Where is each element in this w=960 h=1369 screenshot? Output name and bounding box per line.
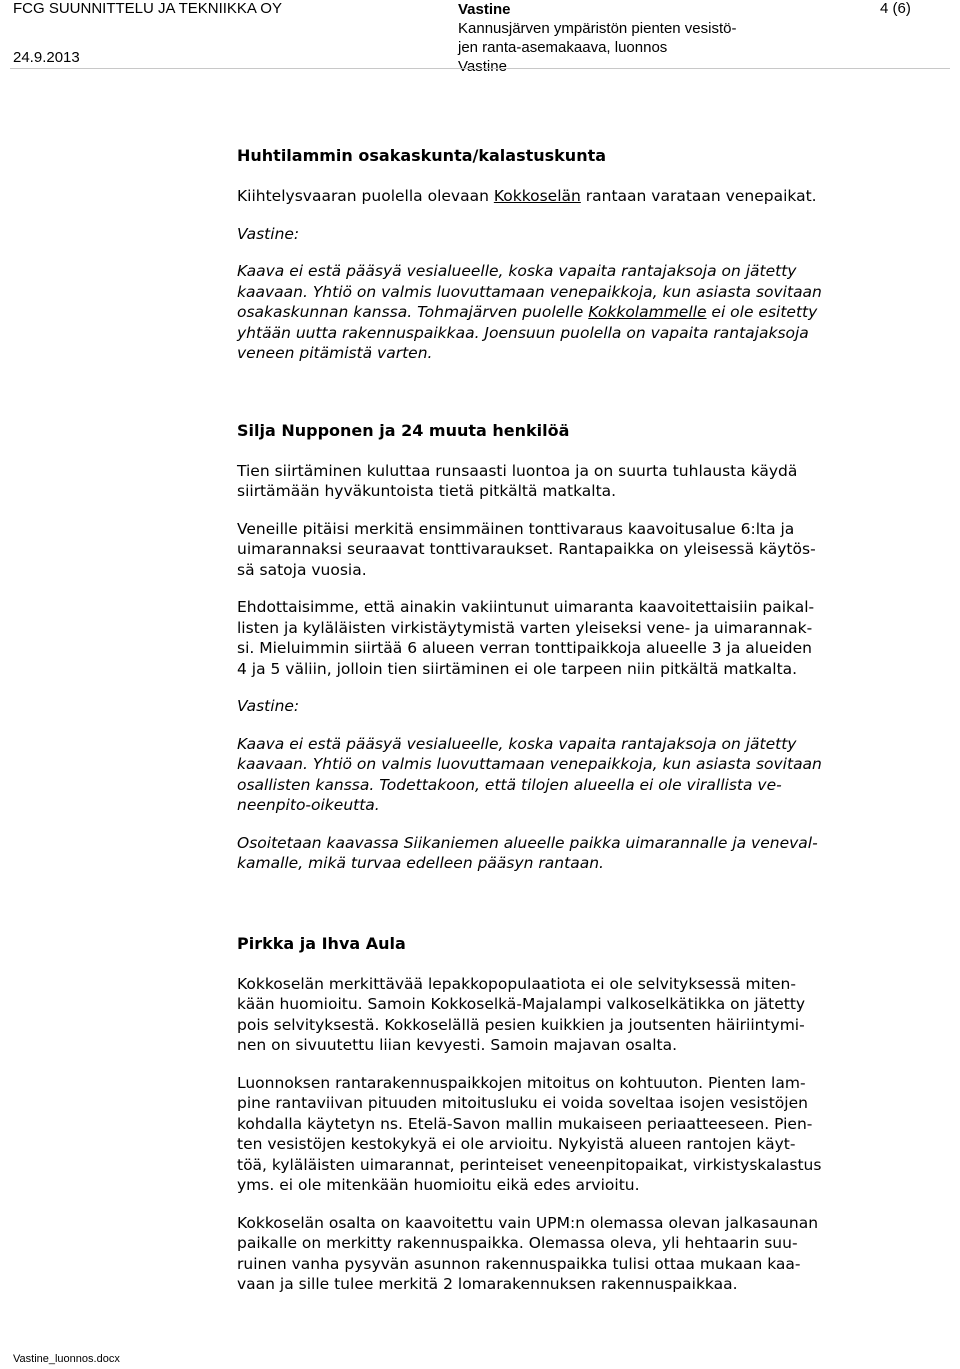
line: 4 ja 5 väliin, jolloin tien siirtäminen ei ole tarpeen niin pitkältä matkalta. xyxy=(237,659,798,678)
line: Kaava ei estä pääsyä vesialueelle, koska vapaita rantajaksoja on jätetty xyxy=(237,734,797,753)
paragraph xyxy=(237,1213,937,1295)
line: si. Mieluimmin siirtää 6 alueen verran tonttipaikkoja alueelle 3 ja alueiden xyxy=(237,639,812,657)
document-body xyxy=(237,146,937,1295)
line: yms. ei ole mitenkään huomioitu eikä edes arvioitu. xyxy=(237,1176,640,1194)
response-paragraph xyxy=(237,833,937,874)
line: ten vesistöjen kestokykyä ei ole arvioitu. Nykyistä alueen rantojen käyt- xyxy=(237,1135,796,1153)
header-divider xyxy=(10,68,950,69)
line: kohdalla käytetyn ns. Etelä-Savon mallin mukaiseen periaatteeseen. Pien- xyxy=(237,1114,813,1133)
response-paragraph xyxy=(237,734,937,816)
line: nen on sivuutettu liian kevyesti. Samoin majavan osalta. xyxy=(237,1036,678,1054)
vastine-label: Vastine: xyxy=(237,697,300,715)
paragraph xyxy=(237,597,937,679)
section-title-huhtilammi: Huhtilammin osakaskunta/kalastuskunta xyxy=(237,146,607,165)
line: paikalle on merkitty rakennuspaikka. Olemassa oleva, yli hehtaarin suu- xyxy=(237,1234,798,1252)
section-title-aula: Pirkka ja Ihva Aula xyxy=(237,933,406,953)
line: osallisten kanssa. Todettakoon, että tilojen alueella ei ole virallista ve- xyxy=(237,775,782,794)
page-number: 4 (6) xyxy=(880,0,911,17)
line: Kokkoselän merkittävää lepakkopopulaatiota ei ole selvityksessä miten- xyxy=(237,974,796,993)
text: Kiihtelysvaaran puolella olevaan xyxy=(237,187,494,205)
line: veneen pitämistä varten. xyxy=(237,344,433,362)
paragraph xyxy=(237,974,937,1056)
line: töä, kyläläisten uimarannat, perinteiset veneenpitopaikat, virkistyskalastus xyxy=(237,1155,822,1174)
footer-filename: Vastine_luonnos.docx xyxy=(13,1353,120,1365)
line: Veneille pitäisi merkitä ensimmäinen tonttivaraus kaavoitusalue 6:lta ja xyxy=(237,519,795,538)
paragraph xyxy=(237,519,937,581)
line: ei ole esitetty xyxy=(706,303,818,321)
line: kamalle, mikä turvaa edelleen pääsyn rantaan. xyxy=(237,854,604,872)
line: listen ja kyläläisten virkistäytymistä varten yleiseksi vene- ja uimarannak- xyxy=(237,618,813,637)
vastine-label: Vastine: xyxy=(237,224,300,243)
project-title-line-2: jen ranta-asemakaava, luonnos xyxy=(458,39,668,56)
line: sä satoja vuosia. xyxy=(237,560,367,579)
line: kaavaan. Yhtiö on valmis luovuttamaan venepaikkoja, kun asiasta sovitaan xyxy=(237,282,822,301)
section-title-nupponen: Silja Nupponen ja 24 muuta henkilöä xyxy=(237,420,570,440)
line: siirtämään hyväkuntoista tietä pitkältä matkalta. xyxy=(237,482,617,500)
document-subtitle: Vastine xyxy=(458,58,507,75)
project-title-line-1: Kannusjärven ympäristön pienten vesistö- xyxy=(458,20,737,37)
place-name: Kokkoselän xyxy=(493,187,581,205)
line: Osoitetaan kaavassa Siikaniemen alueelle paikka uimarannalle ja veneval- xyxy=(237,833,818,852)
paragraph xyxy=(237,461,937,502)
line: yhtään uutta rakennuspaikkaa. Joensuun puolella on vapaita rantajaksoja xyxy=(237,323,809,342)
document-date: 24.9.2013 xyxy=(13,49,80,66)
text: rantaan varataan venepaikat. xyxy=(580,187,817,205)
line: pine rantaviivan pituuden mitoitusluku ei voida soveltaa isojen vesistöjen xyxy=(237,1094,808,1112)
paragraph xyxy=(237,186,937,207)
line: vaan ja sille tulee merkitä 2 lomarakennuksen rakennuspaikkaa. xyxy=(237,1275,738,1293)
paragraph xyxy=(237,1073,937,1196)
line: osakaskunnan kanssa. Tohmajärven puolelle xyxy=(237,303,589,321)
document-type: Vastine xyxy=(458,1,511,18)
line: Tien siirtäminen kuluttaa runsaasti luontoa ja on suurta tuhlausta käydä xyxy=(237,461,798,480)
line: neenpito-oikeutta. xyxy=(237,796,380,814)
line: Ehdottaisimme, että ainakin vakiintunut uimaranta kaavoitettaisiin paikal- xyxy=(237,598,815,616)
line: Kaava ei estä pääsyä vesialueelle, koska vapaita rantajaksoja on jätetty xyxy=(237,262,797,280)
line: Kokkoselän osalta on kaavoitettu vain UPM:n olemassa olevan jalkasaunan xyxy=(237,1213,819,1232)
place-name: Kokkolammelle xyxy=(588,303,707,321)
company-name: FCG SUUNNITTELU JA TEKNIIKKA OY xyxy=(13,0,282,17)
line: ruinen vanha pysyvän asunnon rakennuspaikka tulisi ottaa mukaan kaa- xyxy=(237,1254,801,1273)
response-paragraph xyxy=(237,261,937,364)
line: pois selvityksestä. Kokkoselällä pesien kuikkien ja joutsenten häiriintymi- xyxy=(237,1015,805,1034)
line: kään huomioitu. Samoin Kokkoselkä-Majalampi valkoselkätikka on jätetty xyxy=(237,995,806,1013)
line: uimarannaksi seuraavat tonttivaraukset. Rantapaikka on yleisessä käytös- xyxy=(237,540,816,558)
line: kaavaan. Yhtiö on valmis luovuttamaan venepaikkoja, kun asiasta sovitaan xyxy=(237,755,822,773)
line: Luonnoksen rantarakennuspaikkojen mitoitus on kohtuuton. Pienten lam- xyxy=(237,1073,806,1092)
document-header-info xyxy=(458,0,736,76)
